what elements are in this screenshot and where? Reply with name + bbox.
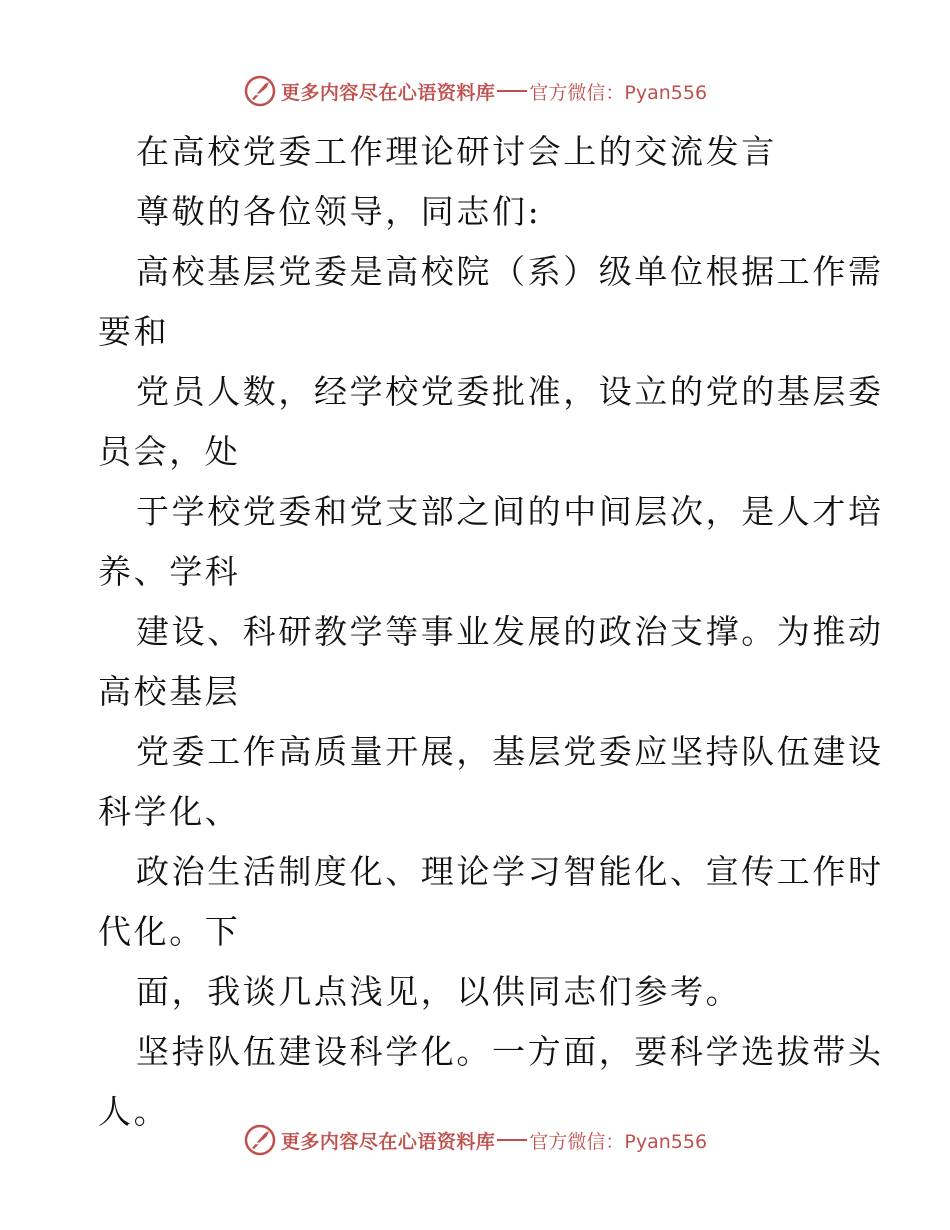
watermark-main-text: 更多内容尽在心语资料库 bbox=[280, 1130, 496, 1153]
paragraph-line: 面，我谈几点浅见，以供同志们参考。 bbox=[136, 972, 742, 1011]
quill-logo-icon bbox=[243, 1123, 277, 1157]
quill-logo-icon bbox=[243, 74, 277, 108]
paragraph-line: 养、学科 bbox=[98, 552, 241, 591]
header-watermark bbox=[0, 71, 950, 111]
watermark-dash bbox=[497, 90, 527, 92]
watermark-side-text: 官方微信：Pyan556 bbox=[529, 81, 708, 104]
document-title: 在高校党委工作理论研讨会上的交流发言 bbox=[136, 132, 777, 171]
paragraph-line: 高校基层 bbox=[98, 672, 241, 711]
paragraph-line: 党委工作高质量开展，基层党委应坚持队伍建设 bbox=[136, 732, 884, 771]
footer-watermark bbox=[0, 1120, 950, 1160]
watermark-dash bbox=[497, 1139, 527, 1141]
paragraph-line: 科学化、 bbox=[98, 792, 241, 831]
paragraph-line: 代化。下 bbox=[98, 912, 241, 951]
watermark-side-text: 官方微信：Pyan556 bbox=[529, 1130, 708, 1153]
paragraph-line: 政治生活制度化、理论学习智能化、宣传工作时 bbox=[136, 852, 884, 891]
paragraph-line: 人。 bbox=[98, 1092, 170, 1131]
paragraph-line: 员会，处 bbox=[98, 432, 241, 471]
paragraph-line: 于学校党委和党支部之间的中间层次，是人才培 bbox=[136, 492, 884, 531]
paragraph-line: 高校基层党委是高校院（系）级单位根据工作需 bbox=[136, 252, 884, 291]
paragraph-line: 要和 bbox=[98, 312, 170, 351]
document-body bbox=[98, 122, 884, 1142]
paragraph-line: 党员人数，经学校党委批准，设立的党的基层委 bbox=[136, 372, 884, 411]
salutation: 尊敬的各位领导，同志们: bbox=[136, 192, 542, 231]
paragraph-line: 建设、科研教学等事业发展的政治支撑。为推动 bbox=[136, 612, 884, 651]
watermark-main-text: 更多内容尽在心语资料库 bbox=[280, 81, 496, 104]
paragraph-line: 坚持队伍建设科学化。一方面，要科学选拔带头 bbox=[136, 1032, 884, 1071]
